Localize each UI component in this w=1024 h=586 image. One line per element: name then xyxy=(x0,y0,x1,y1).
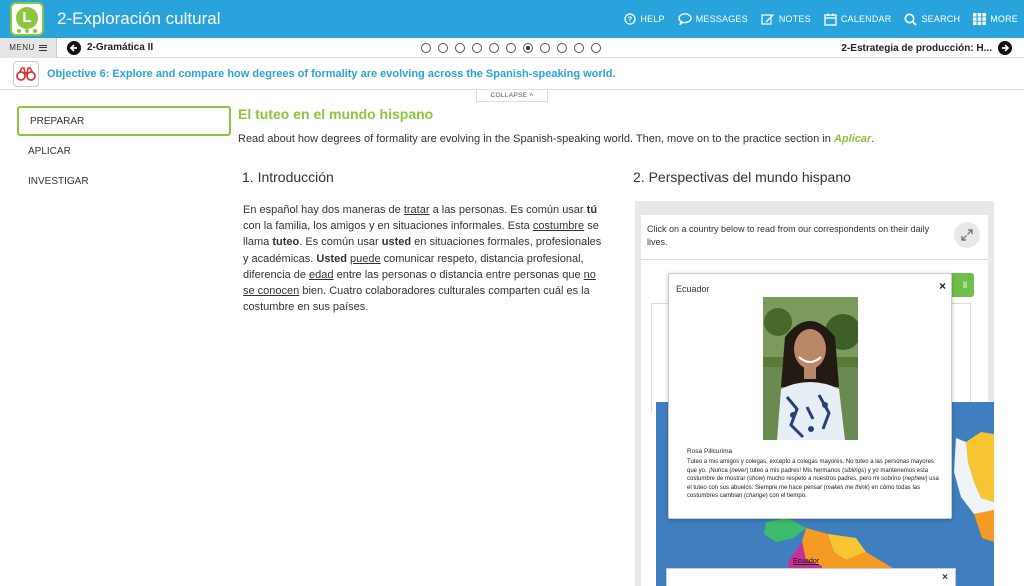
page-dot[interactable] xyxy=(421,43,431,53)
page-dot[interactable] xyxy=(438,43,448,53)
messages-button[interactable]: MESSAGES xyxy=(678,13,748,25)
help-icon xyxy=(624,13,636,25)
page-dot[interactable] xyxy=(455,43,465,53)
navigation-bar xyxy=(0,38,1024,58)
map-instruction: Click on a country below to read from our correspondents on their daily lives. xyxy=(647,224,930,247)
page-description: Read about how degrees of formality are evolving in the Spanish-speaking world. Then, move on to the practice section in Aplicar. xyxy=(238,133,875,145)
objective-text: Objective 6: Explore and compare how degrees of formality are evolving across the Spanish-speaking world. xyxy=(47,68,616,80)
search-button[interactable]: SEARCH xyxy=(904,13,960,26)
search-icon xyxy=(904,13,917,26)
objective-bar xyxy=(0,59,1024,90)
popup-close-button[interactable]: × xyxy=(938,279,946,293)
expand-button[interactable] xyxy=(954,222,980,248)
page-dot[interactable] xyxy=(540,43,550,53)
vocab-puede[interactable]: puede xyxy=(350,252,381,265)
vocab-edad[interactable]: edad xyxy=(309,268,334,281)
previous-activity-link[interactable]: 2-Gramática II xyxy=(67,41,153,55)
aplicar-link[interactable]: Aplicar xyxy=(833,133,872,145)
next-activity-link[interactable]: 2-Estrategia de producción: H... xyxy=(841,41,1012,55)
correspondent-quote: Tuteo a mis amigos y colegas, excepto a colegas mayores. No tuteo a las personas mayores que yo. ¡Nunca (never) tuteo a mis padres! Mis hermanos (siblings) y yo mantenemos esta costumbre de mostrar (show) mucho respeto a nuestros padres, pero mi sobrino (nephew) usa el tuteo con sus abuelos. Siempre me hace pensar (makes me think) en cómo todas las costumbres cambian (change) con el tiempo. xyxy=(687,459,939,500)
app-logo[interactable] xyxy=(10,2,44,36)
top-nav xyxy=(611,0,1018,38)
chat-bubble-icon xyxy=(678,13,692,25)
page-pager xyxy=(421,43,608,53)
section-introduccion-title: 1. Introducción xyxy=(242,169,334,185)
correspondent-popup xyxy=(668,273,952,519)
page-title: El tuteo en el mundo hispano xyxy=(238,106,434,122)
vocab-tratar[interactable]: tratar xyxy=(403,204,430,216)
secondary-popup-close-button[interactable]: × xyxy=(942,572,948,583)
arrow-left-icon xyxy=(67,41,81,55)
page-dot[interactable] xyxy=(489,43,499,53)
grid-icon xyxy=(973,13,986,25)
top-bar xyxy=(0,0,1024,38)
vocab-costumbre[interactable]: costumbre xyxy=(532,220,585,233)
introduccion-paragraph: En español hay dos maneras de tratar a las personas. Es común usar tú con la familia, los amigos y en situaciones informales. Esta costumbre se llama tuteo. Es común usar usted en situaciones formales, profesionales y académicas. Usted puede comunicar respeto, distancia profesional, diferencia de edad entre las personas o distancia entre personas que no se conocen bien. Cuatro colaboradores culturales comparten cuál es la costumbre en sus países. xyxy=(243,204,602,314)
page-dot[interactable] xyxy=(472,43,482,53)
binoculars-icon xyxy=(13,61,39,87)
page-dot[interactable] xyxy=(591,43,601,53)
page-dot[interactable] xyxy=(557,43,567,53)
svg-text:?: ? xyxy=(627,14,633,24)
page-dot[interactable] xyxy=(523,43,533,53)
app-title: 2-Exploración cultural xyxy=(57,9,221,28)
chevron-up-icon: ˄ xyxy=(529,92,534,99)
menu-button[interactable]: MENU xyxy=(0,38,57,58)
calendar-button[interactable]: CALENDAR xyxy=(824,13,892,26)
nav-item-preparar[interactable]: PREPARAR xyxy=(17,106,231,136)
expand-icon xyxy=(961,229,973,241)
arrow-right-icon xyxy=(998,41,1012,55)
popup-country-title: Ecuador xyxy=(676,284,710,294)
green-tab-button[interactable]: ll xyxy=(947,273,974,297)
page-dot[interactable] xyxy=(574,43,584,53)
correspondent-name: Rosa Pillcurima xyxy=(687,448,733,455)
help-button[interactable]: ? HELP xyxy=(624,13,664,25)
nav-item-aplicar[interactable]: APLICAR xyxy=(28,145,71,157)
vocab-no-se-conocen[interactable]: no se conocen xyxy=(243,268,596,298)
map-label-ecuador[interactable]: Ecuador xyxy=(793,558,820,565)
logo-letter: L xyxy=(16,7,38,29)
more-button[interactable]: MORE xyxy=(973,13,1018,25)
hamburger-icon xyxy=(39,43,47,52)
edit-note-icon xyxy=(761,13,775,25)
correspondent-photo xyxy=(763,297,858,440)
section-nav xyxy=(17,106,231,196)
collapse-button[interactable]: COLLAPSE ˄ xyxy=(476,90,548,102)
calendar-icon xyxy=(824,13,837,26)
notes-button[interactable]: NOTES xyxy=(761,13,811,25)
nav-item-investigar[interactable]: INVESTIGAR xyxy=(28,175,89,187)
section-perspectivas-title: 2. Perspectivas del mundo hispano xyxy=(633,169,851,185)
page-dot[interactable] xyxy=(506,43,516,53)
secondary-popup xyxy=(666,568,956,586)
